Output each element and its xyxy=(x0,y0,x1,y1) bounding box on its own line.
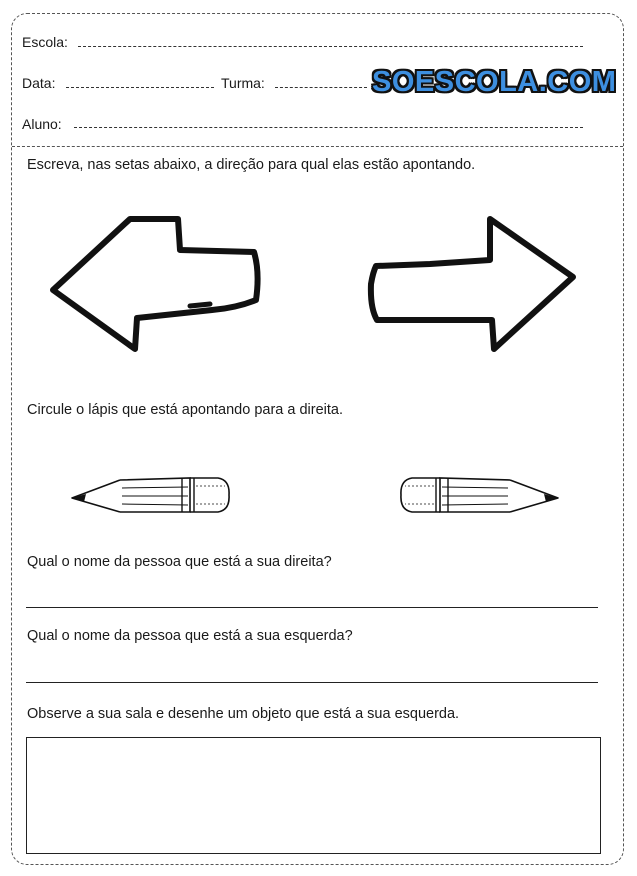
escola-label: Escola: xyxy=(22,34,68,50)
aluno-label: Aluno: xyxy=(22,116,62,132)
question-left-person: Qual o nome da pessoa que está a sua esquerda? xyxy=(27,628,353,644)
answer-line-right[interactable] xyxy=(26,607,598,608)
turma-field[interactable] xyxy=(275,87,367,88)
soescola-logo: SOESCOLA.COM xyxy=(372,66,617,98)
left-arrow-icon[interactable] xyxy=(50,212,265,352)
question-pencils: Circule o lápis que está apontando para a direita. xyxy=(27,402,343,418)
question-draw-object: Observe a sua sala e desenhe um objeto que está a sua esquerda. xyxy=(27,706,460,722)
header-separator xyxy=(12,146,623,147)
question-right-person: Qual o nome da pessoa que está a sua direita? xyxy=(27,554,332,570)
right-arrow-icon[interactable] xyxy=(368,212,578,352)
drawing-box[interactable] xyxy=(26,737,601,854)
answer-line-left[interactable] xyxy=(26,682,598,683)
pencil-right-icon[interactable] xyxy=(398,474,560,516)
data-field[interactable] xyxy=(66,87,214,88)
aluno-field[interactable] xyxy=(74,127,583,128)
question-arrows: Escreva, nas setas abaixo, a direção para qual elas estão apontando. xyxy=(27,157,476,173)
pencil-left-icon[interactable] xyxy=(70,474,232,516)
data-label: Data: xyxy=(22,75,56,91)
turma-label: Turma: xyxy=(221,75,265,91)
escola-field[interactable] xyxy=(78,46,583,47)
